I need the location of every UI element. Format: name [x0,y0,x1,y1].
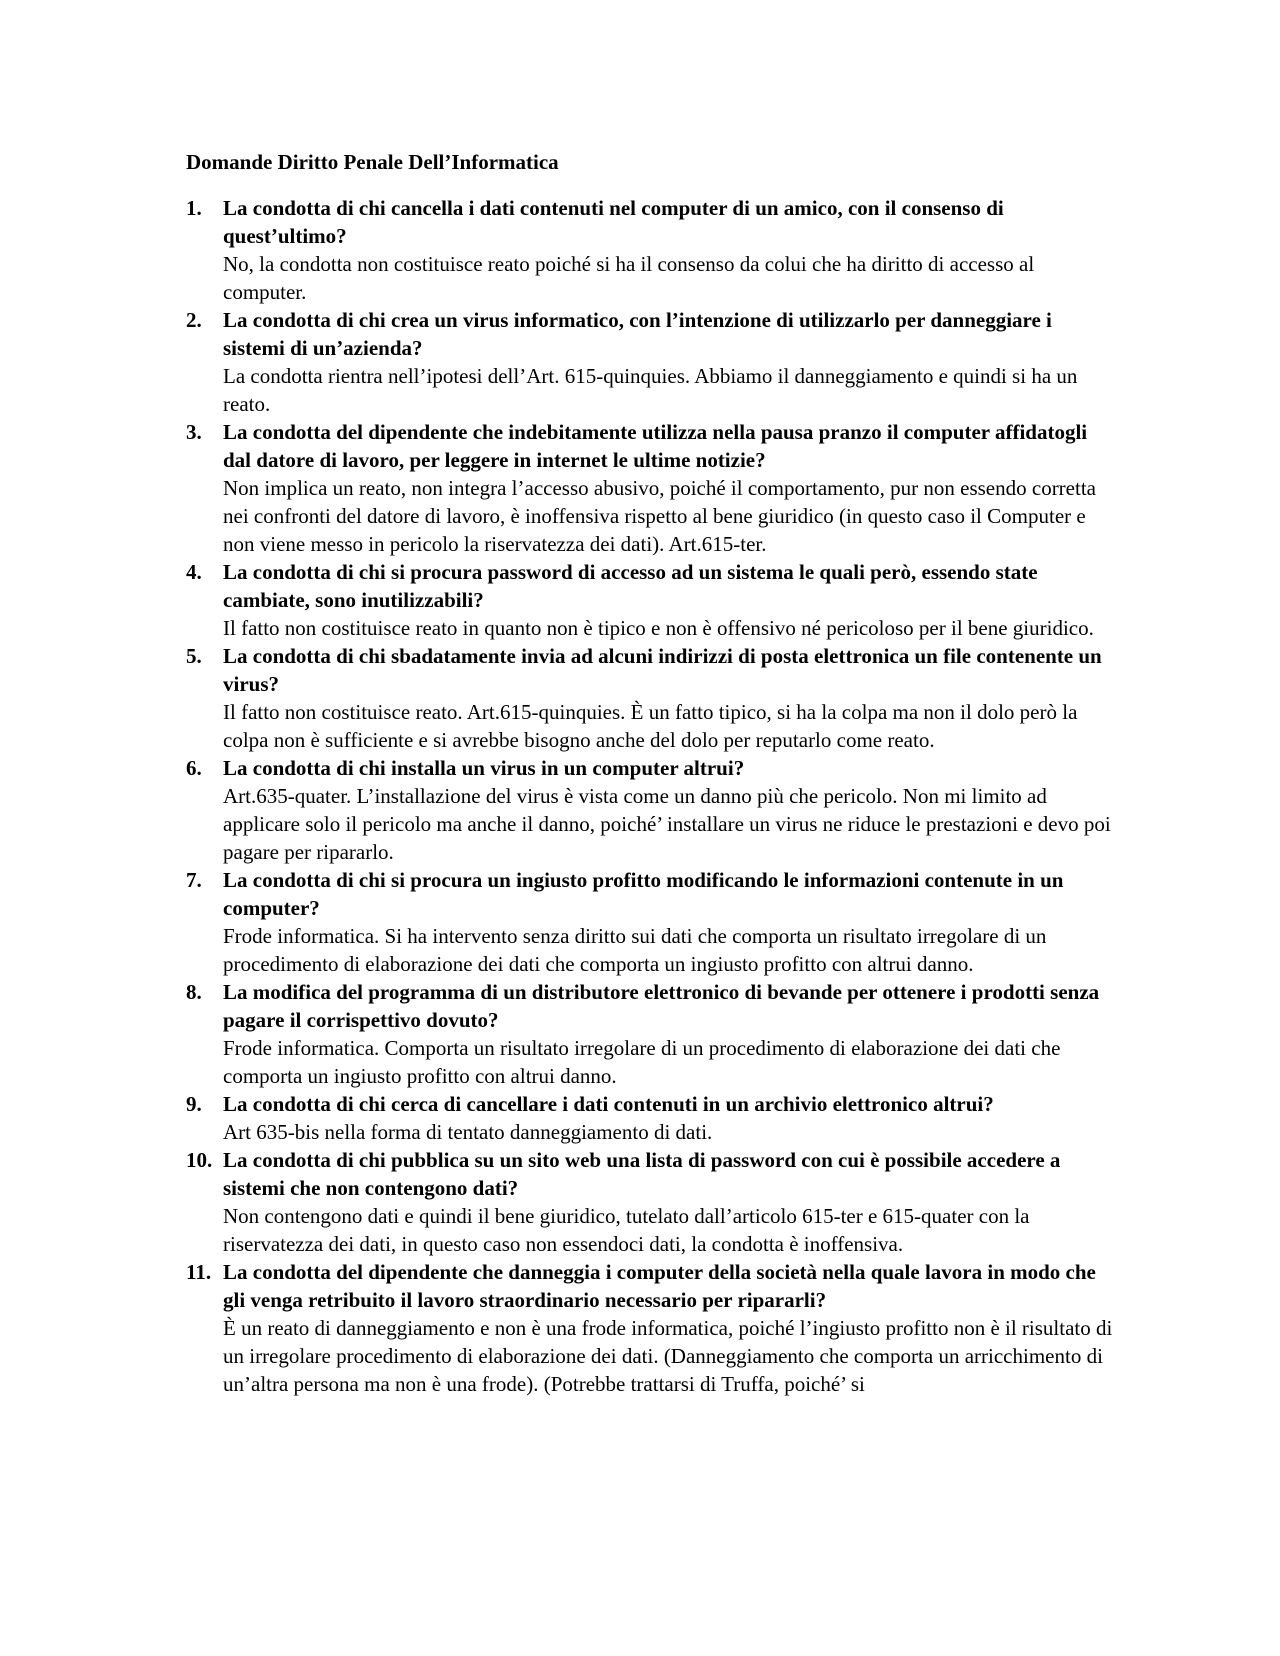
list-item [186,306,1116,418]
answer-text: È un reato di danneggiamento e non è una frode informatica, poiché l’ingiusto profitto non è il risultato di un irregolare procedimento di elaborazione dei dati. (Danneggiamento che comporta un arricchimento di un’altra persona ma non è una frode). (Potrebbe trattarsi di Truffa, poiché’ si [223,1316,1113,1396]
item-number: 1. [186,196,202,220]
list-item [186,194,1116,306]
list-item [186,558,1116,642]
list-item [186,1146,1116,1258]
answer-text: Frode informatica. Comporta un risultato irregolare di un procedimento di elaborazione dei dati che comporta un ingiusto profitto con altrui danno. [223,1036,1061,1088]
question-text: La condotta di chi sbadatamente invia ad alcuni indirizzi di posta elettronica un file contenente un virus? [223,644,1102,696]
list-item [186,418,1116,558]
item-number: 9. [186,1092,202,1116]
question-text: La condotta di chi si procura un ingiusto profitto modificando le informazioni contenute in un computer? [223,868,1064,920]
list-item [186,642,1116,754]
question-text: La condotta di chi pubblica su un sito web una lista di password con cui è possibile accedere a sistemi che non contengono dati? [223,1148,1061,1200]
answer-text: No, la condotta non costituisce reato poiché si ha il consenso da colui che ha diritto di accesso al computer. [223,252,1035,304]
item-number: 10. [186,1148,213,1172]
question-text: La condotta di chi cerca di cancellare i dati contenuti in un archivio elettronico altrui? [223,1092,994,1116]
answer-text: Il fatto non costituisce reato. Art.615-quinquies. È un fatto tipico, si ha la colpa ma non il dolo però la colpa non è sufficiente e si avrebbe bisogno anche del dolo per reputarlo come reato. [223,700,1078,752]
question-text: La condotta di chi installa un virus in un computer altrui? [223,756,745,780]
question-list [186,194,1116,1398]
question-text: La condotta di chi crea un virus informatico, con l’intenzione di utilizzarlo per danneggiare i sistemi di un’azienda? [223,308,1052,360]
list-item [186,754,1116,866]
item-number: 5. [186,644,202,668]
list-item [186,1090,1116,1146]
list-item [186,978,1116,1090]
answer-text: Art 635-bis nella forma di tentato danneggiamento di dati. [223,1120,713,1144]
item-number: 6. [186,756,202,780]
question-text: La condotta di chi si procura password di accesso ad un sistema le quali però, essendo state cambiate, sono inutilizzabili? [223,560,1038,612]
answer-text: Non implica un reato, non integra l’accesso abusivo, poiché il comportamento, pur non essendo corretta nei confronti del datore di lavoro, è inoffensiva rispetto al bene giuridico (in questo caso il Computer e non viene messo in pericolo la riservatezza dei dati). Art.615-ter. [223,476,1096,556]
answer-text: Non contengono dati e quindi il bene giuridico, tutelato dall’articolo 615-ter e 615-quater con la riservatezza dei dati, in questo caso non essendoci dati, la condotta è inoffensiva. [223,1204,1030,1256]
question-text: La condotta di chi cancella i dati contenuti nel computer di un amico, con il consenso di quest’ultimo? [223,196,1004,248]
list-item [186,866,1116,978]
answer-text: La condotta rientra nell’ipotesi dell’Art. 615-quinquies. Abbiamo il danneggiamento e quindi si ha un reato. [223,364,1078,416]
question-text: La condotta del dipendente che danneggia i computer della società nella quale lavora in modo che gli venga retribuito il lavoro straordinario necessario per ripararli? [223,1260,1096,1312]
question-text: La condotta del dipendente che indebitamente utilizza nella pausa pranzo il computer affidatogli dal datore di lavoro, per leggere in internet le ultime notizie? [223,420,1088,472]
item-number: 4. [186,560,202,584]
document-page [186,148,1116,1398]
item-number: 11. [186,1260,212,1284]
document-title: Domande Diritto Penale Dell’Informatica [186,150,559,174]
item-number: 3. [186,420,202,444]
item-number: 7. [186,868,202,892]
answer-text: Frode informatica. Si ha intervento senza diritto sui dati che comporta un risultato irregolare di un procedimento di elaborazione dei dati che comporta un ingiusto profitto con altrui danno. [223,924,1047,976]
question-text: La modifica del programma di un distributore elettronico di bevande per ottenere i prodotti senza pagare il corrispettivo dovuto? [223,980,1100,1032]
answer-text: Il fatto non costituisce reato in quanto non è tipico e non è offensivo né pericoloso per il bene giuridico. [223,616,1094,640]
item-number: 2. [186,308,202,332]
list-item [186,1258,1116,1398]
item-number: 8. [186,980,202,1004]
answer-text: Art.635-quater. L’installazione del virus è vista come un danno più che pericolo. Non mi limito ad applicare solo il pericolo ma anche il danno, poiché’ installare un virus ne riduce le prestazioni e devo poi pagare per ripararlo. [223,784,1111,864]
